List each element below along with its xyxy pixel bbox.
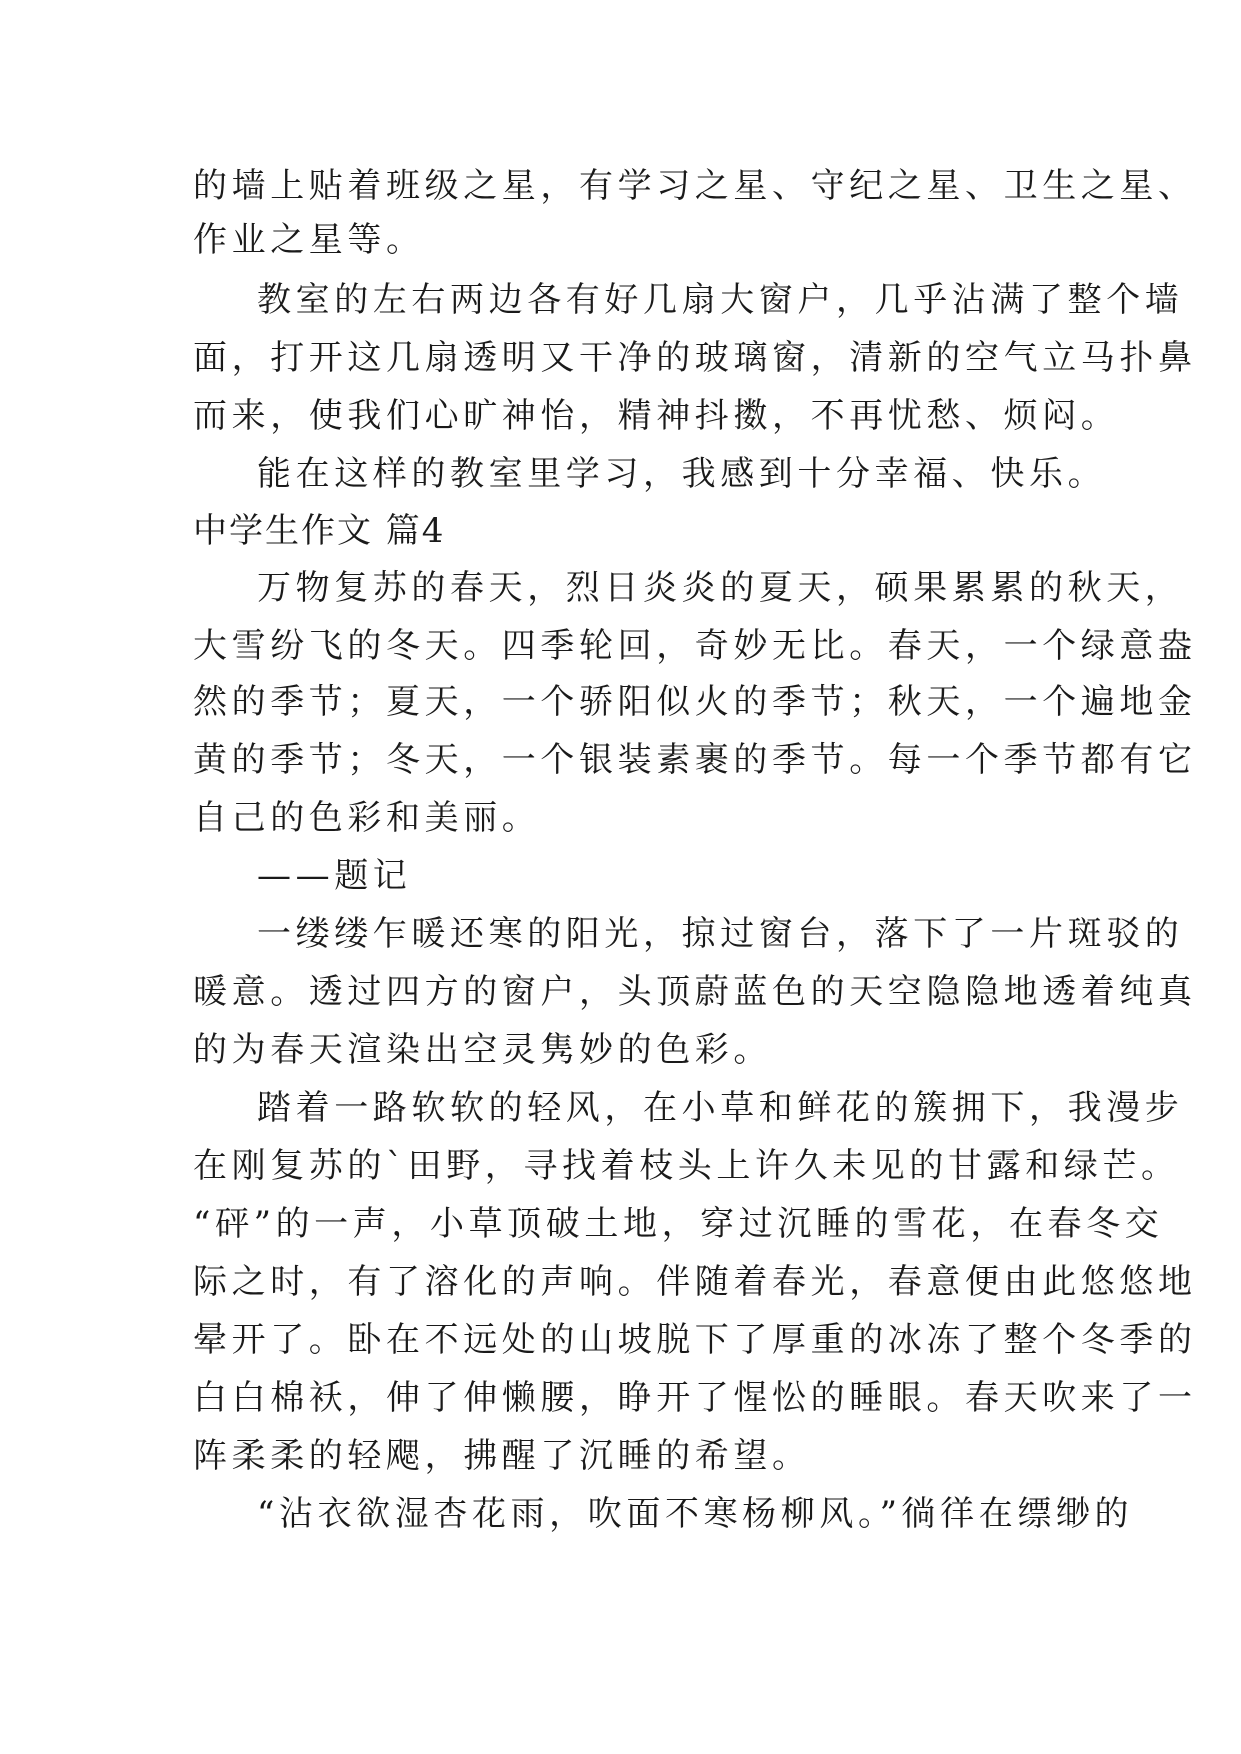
text-line: 白白棉袄，伸了伸懒腰，睁开了惺忪的睡眼。春天吹来了一 bbox=[193, 1378, 1197, 1418]
text-line: 晕开了。卧在不远处的山坡脱下了厚重的冰冻了整个冬季的 bbox=[193, 1320, 1197, 1360]
text-line: 在刚复苏的`田野，寻找着枝头上许久未见的甘露和绿芒。 bbox=[193, 1146, 1180, 1186]
paragraph-start: 教室的左右两边各有好几扇大窗户，几乎沾满了整个墙 bbox=[257, 280, 1184, 320]
paragraph-start: 能在这样的教室里学习，我感到十分幸福、快乐。 bbox=[257, 454, 1107, 494]
text-line: 的墙上贴着班级之星，有学习之星、守纪之星、卫生之星、 bbox=[193, 166, 1197, 206]
text-line: 然的季节；夏天，一个骄阳似火的季节；秋天，一个遍地金 bbox=[193, 682, 1197, 722]
paragraph-start: 一缕缕乍暖还寒的阳光，掠过窗台，落下了一片斑驳的 bbox=[257, 914, 1184, 954]
epigraph-attribution: ——题记 bbox=[257, 856, 412, 896]
text-line: 面，打开这几扇透明又干净的玻璃窗，清新的空气立马扑鼻 bbox=[193, 338, 1197, 378]
text-line: “砰”的一声，小草顶破土地，穿过沉睡的雪花，在春冬交 bbox=[193, 1204, 1164, 1244]
text-line: 暖意。透过四方的窗户，头顶蔚蓝色的天空隐隐地透着纯真 bbox=[193, 972, 1197, 1012]
text-line: 而来，使我们心旷神怡，精神抖擞，不再忧愁、烦闷。 bbox=[193, 396, 1120, 436]
text-line: 际之时，有了溶化的声响。伴随着春光，春意便由此悠悠地 bbox=[193, 1262, 1197, 1302]
text-line: 黄的季节；冬天，一个银装素裹的季节。每一个季节都有它 bbox=[193, 740, 1197, 780]
section-heading: 中学生作文 篇4 bbox=[193, 511, 446, 551]
paragraph-start: 万物复苏的春天，烈日炎炎的夏天，硕果累累的秋天， bbox=[257, 568, 1184, 608]
paragraph-start: 踏着一路软软的轻风，在小草和鲜花的簇拥下，我漫步 bbox=[257, 1088, 1184, 1128]
text-line: 自己的色彩和美丽。 bbox=[193, 798, 541, 838]
paragraph-start: “沾衣欲湿杏花雨，吹面不寒杨柳风。”徜徉在缥缈的 bbox=[257, 1494, 1134, 1534]
text-line: 的为春天渲染出空灵隽妙的色彩。 bbox=[193, 1030, 772, 1070]
text-line: 大雪纷飞的冬天。四季轮回，奇妙无比。春天，一个绿意盎 bbox=[193, 626, 1197, 666]
text-line: 作业之星等。 bbox=[193, 220, 425, 260]
text-line: 阵柔柔的轻飔，拂醒了沉睡的希望。 bbox=[193, 1436, 811, 1476]
